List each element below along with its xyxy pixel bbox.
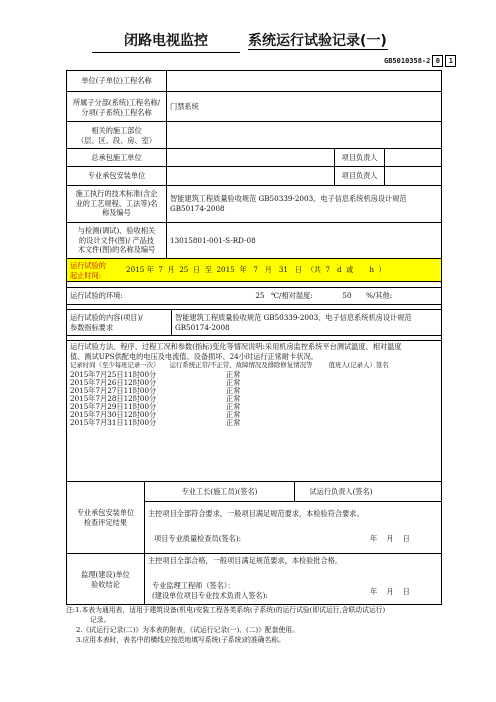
row-content [67,309,441,335]
row-method [67,340,441,481]
row-sub-contractor [67,166,441,185]
standard-value-line-1: 智能建筑工程质量验收规范 GB50339-2003、电子信息系统机房设计规范 [170,194,407,203]
notes [66,606,446,645]
doc-label-line-1: 与检测(调试)、验收相关 [77,226,156,235]
gen-contractor-label: 总承包施工单位 [67,149,167,166]
content-value[interactable] [172,310,441,335]
note-line-3: 3.应用本表时，表名中的横线应按范地填写系统(子系统)的准确名称。 [76,635,285,644]
form-code-text: GB5010358-2 [384,57,431,65]
title-area [0,30,496,50]
env-temp-unit: ℃/相对湿度: [271,291,313,301]
doc-label-line-2: 的设计文件(图)/ 产品技 [78,235,154,245]
env-other: %/其他: [366,291,393,301]
supervision-engineer-label [149,581,349,603]
log-status: 正常 [226,370,241,380]
part-value[interactable] [167,122,441,148]
method-block [67,341,441,481]
log-status: 正常 [226,394,241,404]
log-time: 2015年7月30日12时00分 [70,410,157,420]
doc-label-line-3: 术文件(图)的名称及编号 [77,245,156,255]
content-label [67,310,172,335]
note-line-2: 2.《试运行记录(二)》为本表的附表，《试运行记录(一)、(二)》配套使用。 [76,625,299,634]
log-status: 正常 [226,378,241,388]
env-temp[interactable]: 25 [255,291,265,301]
standard-label [67,186,167,222]
sub-pm-label: 项目负责人 [335,167,385,185]
row-standard [67,185,441,222]
row-period [67,258,441,281]
row-general-contractor [67,148,441,166]
supervision-engineer-line-1: 专业监理工程师（签名）： [152,581,235,590]
row-part [67,121,441,148]
doc-label [67,223,167,258]
part-label [67,122,167,148]
sub-section-label-line-2: 检查评定结果 [83,517,128,527]
part-label-line-1: 相关的施工部位 [91,126,142,135]
form-code-box-2: 1 [445,55,456,67]
tester-label: 试运行负责人(签名) [309,486,373,496]
log-entry [70,370,370,378]
note-line-1: 注:1.本表为通用表，适用于建筑设备(机电)安装工程各类系统(子系统)的运行试验(即试运行,含联动试运行) [66,606,386,614]
log-time: 2015年7月29日11时00分 [70,402,157,412]
doc-value[interactable]: 13015801-001-S-RD-08 [170,235,256,245]
division-label-line-1: 所属子分部(系统)工程名称/ [72,98,161,107]
log-status: 正常 [226,418,241,428]
log-status: 正常 [226,402,241,412]
record-table [66,70,442,605]
supervision-result-text[interactable]: 主控项目全部合格，一般项目满足规范要求，本检验批合格。 [148,556,343,566]
title-underline [248,49,388,50]
log-entry [70,402,370,410]
sub-contractor-value[interactable] [167,167,335,185]
content-value-line-1: 智能建筑工程质量验收规范 GB50339-2003、电子信息系统机房设计规范 [175,313,412,322]
supervision-label [67,554,145,604]
log-status: 正常 [226,410,241,420]
supervision-label-line-2: 验收结论 [91,579,120,589]
log-header: 记录时间（至少每班记录一次） 运行系统正常/不正常、故障情况及排除修复情况等 值班人(记录人）签名 [70,361,389,370]
env-label: 运行试验的环境: [70,291,123,301]
sub-contractor-label: 专业承包安装单位 [67,167,167,185]
division-value[interactable]: 门禁系统 [170,101,199,111]
row-environment [67,287,441,304]
log-list [70,370,441,426]
division-label-line-2: 分项(子系统)工程名称 [81,107,152,117]
row-documents [67,222,441,258]
supervision-date-label: 年 月 日 [370,587,410,597]
content-label-line-2: 参数指标要求 [70,322,114,332]
sub-signature-row [145,482,441,502]
division-label [67,92,167,121]
period-label-line-1: 运行试验的 [70,261,106,270]
standard-label-line-3: 称及编号 [102,208,131,218]
foreman-label: 专业工长(施工员)(签名) [145,482,295,501]
form-code [384,55,456,67]
method-text-line-1: 运行试验方法、程序、过程工况和参数(指标)变化等情况说明:采用机房监控系统平台测试温度、相对温度 [70,342,402,351]
row-supervision-section [67,553,441,604]
gen-pm-value[interactable] [385,149,441,166]
period-label-line-2: 起止时间: [70,270,102,280]
form-code-box-1: 0 [432,55,443,67]
log-time: 2015年7月27日11时00分 [70,386,157,396]
sub-section-label-line-1: 专业承包安装单位 [76,508,135,517]
content-value-line-2: GB50174-2008 [175,322,230,332]
period-label [67,259,123,281]
log-time: 2015年7月25日11时00分 [70,370,157,380]
log-entry [70,410,370,418]
log-time: 2015年7月28日12时00分 [70,394,157,404]
note-line-1b: 记录。 [90,615,111,624]
standard-value-line-2: GB50174-2008 [170,203,225,213]
supervision-engineer-line-2: (建设单位项目专业技术负责人签名): [152,590,268,600]
row-sub-contract-section [67,481,441,553]
sub-pm-value[interactable] [385,167,441,185]
standard-label-line-1: 施工执行的技术标准(含企 [75,189,158,198]
standard-label-line-2: 业的工艺规程、工法等)名 [75,198,158,208]
unit-label: 单位(子单位)工程名称 [67,71,167,91]
part-label-line-2: （层、区、段、房、室） [76,135,157,145]
log-time: 2015年7月26日12时00分 [70,378,157,388]
log-entry [70,418,370,426]
gen-contractor-value[interactable] [167,149,335,166]
row-unit [67,71,441,91]
log-entry [70,378,370,386]
record-title: 系统运行试验记录(一) [248,33,387,49]
env-humidity[interactable]: 50 [342,291,352,301]
log-entry [70,394,370,402]
sub-date-label: 年 月 日 [370,534,410,544]
period-value[interactable]: 2015 年 7 月 25 日 至 2015 年 7 月 31 日 （共 7 d 或 h ） [126,265,386,275]
gen-pm-label: 项目负责人 [335,149,385,166]
content-label-line-1: 运行试验的内容(项目)/ [70,313,143,322]
standard-value[interactable] [167,186,441,222]
method-text-line-2: 值、测试UPS供配电的电压及电流值、设备损坏、24小时运行正常耐卡状况。 [70,351,318,361]
system-name-title: 闭路电视监控 [92,30,240,53]
log-entry [70,386,370,394]
unit-value[interactable] [167,71,441,91]
log-time: 2015年7月31日11时00分 [70,418,157,428]
supervision-label-line-1: 监理(建设)单位 [81,570,130,579]
sub-result-text[interactable]: 主控项目全部符合要求，一般项目满足规范要求，本检验符合要求。 [148,509,364,519]
row-division [67,91,441,121]
sub-inspector-label: 项目专业质量检查员(签名): [154,534,242,544]
sub-section-label [67,482,145,553]
log-status: 正常 [226,386,241,396]
